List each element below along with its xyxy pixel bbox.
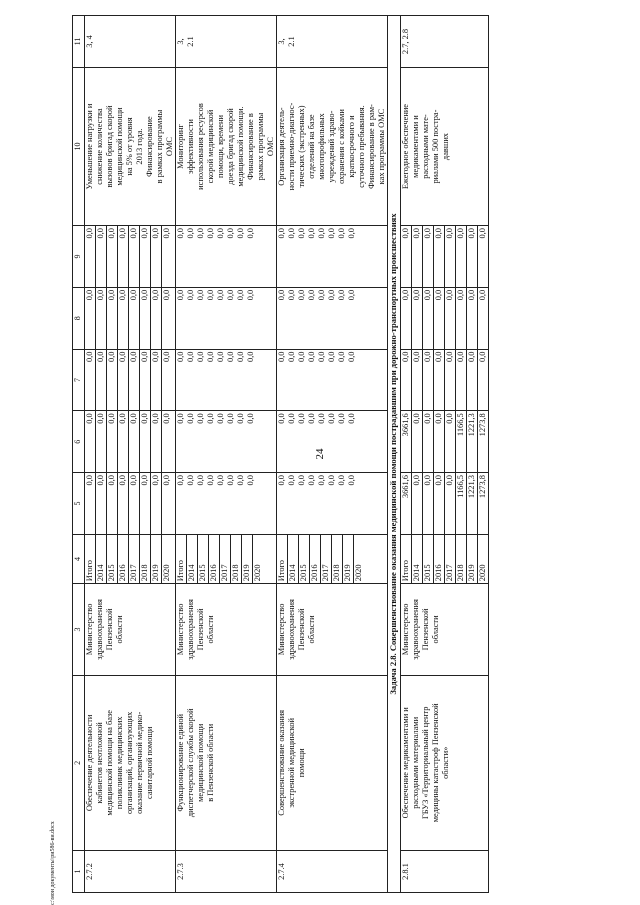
measure-result: Уменьшение нагрузки и снижение количества вызовов бригад скорой медицинской помощи на 5% от уровня 2013 года. Финансирование в рамках программы ОМС <box>85 67 176 225</box>
value-cell: 0,0 <box>129 473 140 534</box>
measure-result: Мониторинг эффективности использования ресурсов скорой медицинской помощи, времени доезда бригад скорой медицинской помощи. Финансирование в рамках программы ОМС <box>176 67 277 225</box>
value-cell: 0,0 <box>297 228 306 239</box>
value-cell: 0,0 <box>129 226 140 287</box>
value-cell: 0,0 <box>412 226 423 287</box>
value-cell: 0,0 <box>347 475 356 486</box>
value-cell: 0,0 <box>307 475 316 486</box>
year-cell: 2016 <box>434 535 445 583</box>
value-cell: 0,0 <box>236 475 245 486</box>
year-cell: 2014 <box>187 535 198 583</box>
value-cell: 0,0 <box>317 228 326 239</box>
value-cell: 0,0 <box>445 350 456 411</box>
year-cell: 2018 <box>140 535 151 583</box>
value-cell: 0,0 <box>206 228 215 239</box>
value-cell: 1273,8 <box>478 413 487 437</box>
value-cell: 0,0 <box>140 473 151 534</box>
task-measures-body <box>401 16 489 893</box>
value-cell: 0,0 <box>186 289 195 301</box>
funding-federal <box>176 349 277 411</box>
value-cell: 0,0 <box>246 413 255 424</box>
value-cell: 0,0 <box>412 350 423 411</box>
funding-local <box>277 287 388 349</box>
value-cell: 0,0 <box>347 413 356 424</box>
value-cell: 0,0 <box>176 351 185 363</box>
value-cell: 3661,6 <box>401 411 412 472</box>
value-cell: 0,0 <box>216 289 225 301</box>
value-cell: 0,0 <box>186 413 195 424</box>
value-cell: 0,0 <box>287 228 296 239</box>
value-cell: 0,0 <box>478 228 487 239</box>
task-row <box>388 16 401 893</box>
col-header-10: 10 <box>73 67 85 225</box>
indicator-number: 2.7, 2.8 <box>401 16 489 68</box>
year-cell: Итого <box>176 535 187 583</box>
value-cell: 0,0 <box>162 351 171 363</box>
value-cell: 0,0 <box>118 350 129 411</box>
measure-result: Ежегодное обеспечение медикаментами и расходными мате- риалами 500 постра- давших <box>401 67 489 225</box>
year-cell: 2020 <box>253 564 262 582</box>
value-cell: 0,0 <box>118 226 129 287</box>
funding-federal <box>85 349 176 411</box>
measure-name: Совершенствование оказания экстренной медицинской помощи <box>277 675 388 850</box>
value-cell: 0,0 <box>287 351 296 363</box>
value-cell: 1166,5 <box>456 473 467 534</box>
value-cell: 0,0 <box>162 228 171 239</box>
col-header-8: 8 <box>73 287 85 349</box>
funding-other <box>176 226 277 288</box>
funding-other <box>401 226 489 288</box>
measure-name: Обеспечение деятельности кабинетов неотложной медицинской помощи на базе поликлиник медицинских организаций, организующих оказание первичной медико- санитарной помощи <box>85 675 176 850</box>
funding-other <box>85 226 176 288</box>
value-cell: 0,0 <box>196 351 205 363</box>
measure-result: Организация деятель- ности приемно-диагнос- тических (экстренных) отделений на базе многопрофильных учреждений здраво- охранения с койками краткосрочного и суточного пребывания. Финансирование в рам- ках программы ОМС <box>277 67 388 225</box>
task-title: Задача 2.8. Совершенствование оказания медицинской помощи пострадавшим при дорожно-транспортных происшествиях <box>388 16 401 893</box>
year-list <box>85 534 176 583</box>
value-cell: 0,0 <box>246 228 255 239</box>
value-cell: 0,0 <box>118 473 129 534</box>
indicator-number: 3, 2.1 <box>277 16 388 68</box>
year-cell: 2014 <box>412 535 423 583</box>
value-cell: 0,0 <box>467 226 478 287</box>
value-cell: 0,0 <box>246 475 255 486</box>
measures-body <box>85 16 388 893</box>
year-cell: 2019 <box>343 535 354 583</box>
value-cell: 0,0 <box>423 350 434 411</box>
value-cell: 0,0 <box>206 289 215 301</box>
value-cell: 0,0 <box>226 228 235 239</box>
value-cell: 0,0 <box>423 411 434 472</box>
value-cell: 0,0 <box>297 289 306 301</box>
value-cell: 0,0 <box>129 350 140 411</box>
value-cell: 0,0 <box>206 413 215 424</box>
value-cell: 0,0 <box>327 351 336 363</box>
value-cell: 0,0 <box>206 351 215 363</box>
measure-number: 2.8.1 <box>401 851 489 893</box>
year-cell: 2020 <box>162 564 171 582</box>
value-cell: 0,0 <box>216 351 225 363</box>
value-cell: 0,0 <box>434 473 445 534</box>
col-header-2: 2 <box>73 675 85 850</box>
col-header-6: 6 <box>73 411 85 473</box>
value-cell: 0,0 <box>412 411 423 472</box>
col-header-4: 4 <box>73 534 85 583</box>
value-cell: 0,0 <box>434 226 445 287</box>
value-cell: 0,0 <box>401 226 412 287</box>
measure-row <box>85 16 176 893</box>
value-cell: 0,0 <box>287 475 296 486</box>
value-cell: 0,0 <box>151 350 162 411</box>
value-cell: 0,0 <box>277 228 286 239</box>
funding-other <box>277 226 388 288</box>
value-cell: 0,0 <box>467 350 478 411</box>
value-cell: 0,0 <box>176 289 185 301</box>
value-cell: 1166,5 <box>456 411 467 472</box>
value-cell: 0,0 <box>401 350 412 411</box>
value-cell: 0,0 <box>186 228 195 239</box>
value-cell: 0,0 <box>287 413 296 424</box>
value-cell: 0,0 <box>277 351 286 363</box>
year-list <box>176 534 277 583</box>
value-cell: 0,0 <box>151 473 162 534</box>
year-cell: 2020 <box>354 564 363 582</box>
col-header-1: 1 <box>73 851 85 893</box>
value-cell: 0,0 <box>226 413 235 424</box>
year-cell: 2017 <box>220 535 231 583</box>
rotated-table-wrapper <box>72 15 620 893</box>
year-cell: Итого <box>277 535 288 583</box>
value-cell: 0,0 <box>445 473 456 534</box>
value-cell: 0,0 <box>287 289 296 301</box>
value-cell: 0,0 <box>423 288 434 349</box>
value-cell: 0,0 <box>317 413 326 424</box>
value-cell: 0,0 <box>85 350 96 411</box>
year-cell: 2019 <box>242 535 253 583</box>
value-cell: 0,0 <box>297 413 306 424</box>
value-cell: 0,0 <box>226 351 235 363</box>
value-cell: 0,0 <box>107 411 118 472</box>
funding-total <box>176 473 277 535</box>
value-cell: 0,0 <box>140 288 151 349</box>
funding-total <box>85 473 176 535</box>
value-cell: 0,0 <box>196 475 205 486</box>
year-cell: 2018 <box>456 535 467 583</box>
value-cell: 0,0 <box>307 413 316 424</box>
year-cell: 2020 <box>478 564 487 582</box>
value-cell: 0,0 <box>96 473 107 534</box>
value-cell: 0,0 <box>85 473 96 534</box>
value-cell: 0,0 <box>107 288 118 349</box>
value-cell: 0,0 <box>456 288 467 349</box>
value-cell: 1221,3 <box>467 473 478 534</box>
indicator-number: 3, 4 <box>85 16 176 68</box>
year-cell: 2015 <box>107 535 118 583</box>
value-cell: 0,0 <box>423 226 434 287</box>
measure-executor: Министерство здравоохранения Пензенской области <box>85 584 176 675</box>
value-cell: 0,0 <box>162 413 171 424</box>
value-cell: 0,0 <box>277 289 286 301</box>
value-cell: 0,0 <box>307 228 316 239</box>
value-cell: 0,0 <box>226 289 235 301</box>
year-cell: 2015 <box>198 535 209 583</box>
value-cell: 0,0 <box>236 351 245 363</box>
page-number: 24 <box>314 448 326 460</box>
year-cell: Итого <box>401 535 412 583</box>
value-cell: 0,0 <box>129 411 140 472</box>
value-cell: 0,0 <box>478 351 487 363</box>
value-cell: 0,0 <box>176 413 185 424</box>
year-cell: 2014 <box>288 535 299 583</box>
year-cell: 2017 <box>445 535 456 583</box>
measure-name: Функционирование единой диспетчерской службы скорой медицинской помощи в Пензенской области <box>176 675 277 850</box>
measure-row <box>277 16 388 893</box>
value-cell: 0,0 <box>456 350 467 411</box>
value-cell: 0,0 <box>236 289 245 301</box>
value-cell: 0,0 <box>196 413 205 424</box>
measure-number: 2.7.2 <box>85 851 176 893</box>
value-cell: 0,0 <box>277 475 286 486</box>
value-cell: 0,0 <box>478 289 487 301</box>
measure-executor: Министерство здравоохранения Пензенской области <box>277 584 388 675</box>
value-cell: 0,0 <box>85 226 96 287</box>
value-cell: 0,0 <box>236 413 245 424</box>
value-cell: 0,0 <box>445 411 456 472</box>
year-list <box>277 534 388 583</box>
value-cell: 0,0 <box>327 475 336 486</box>
funding-regional <box>85 411 176 473</box>
value-cell: 0,0 <box>85 288 96 349</box>
col-header-11: 11 <box>73 16 85 68</box>
value-cell: 0,0 <box>236 228 245 239</box>
year-cell: 2018 <box>231 535 242 583</box>
value-cell: 0,0 <box>337 228 346 239</box>
value-cell: 0,0 <box>186 351 195 363</box>
value-cell: 0,0 <box>307 351 316 363</box>
col-header-3: 3 <box>73 584 85 675</box>
year-cell: 2015 <box>423 535 434 583</box>
value-cell: 0,0 <box>246 351 255 363</box>
year-cell: 2019 <box>151 535 162 583</box>
measure-number: 2.7.3 <box>176 851 277 893</box>
value-cell: 0,0 <box>337 351 346 363</box>
value-cell: 0,0 <box>327 228 336 239</box>
value-cell: 0,0 <box>107 473 118 534</box>
value-cell: 0,0 <box>140 226 151 287</box>
funding-local <box>401 287 489 349</box>
value-cell: 1273,8 <box>478 475 487 499</box>
funding-regional <box>277 411 388 473</box>
value-cell: 0,0 <box>196 289 205 301</box>
funding-regional <box>176 411 277 473</box>
year-cell: 2017 <box>321 535 332 583</box>
value-cell: 0,0 <box>129 288 140 349</box>
value-cell: 0,0 <box>317 475 326 486</box>
value-cell: 0,0 <box>151 411 162 472</box>
value-cell: 0,0 <box>96 288 107 349</box>
value-cell: 0,0 <box>445 226 456 287</box>
value-cell: 0,0 <box>246 289 255 301</box>
value-cell: 0,0 <box>317 289 326 301</box>
funding-regional <box>401 411 489 473</box>
program-measures-table <box>72 15 489 893</box>
year-cell: 2019 <box>467 535 478 583</box>
value-cell: 0,0 <box>226 475 235 486</box>
funding-federal <box>277 349 388 411</box>
measure-name: Обеспечение медикаментами и расходными материалами ГБУЗ «Территориальный центр медицины катастроф Пензенской области» <box>401 675 489 850</box>
funding-local <box>85 287 176 349</box>
indicator-number: 3, 2.1 <box>176 16 277 68</box>
value-cell: 0,0 <box>317 351 326 363</box>
value-cell: 0,0 <box>118 411 129 472</box>
value-cell: 0,0 <box>176 228 185 239</box>
value-cell: 0,0 <box>434 288 445 349</box>
value-cell: 0,0 <box>216 413 225 424</box>
value-cell: 0,0 <box>412 288 423 349</box>
value-cell: 0,0 <box>434 350 445 411</box>
value-cell: 0,0 <box>401 288 412 349</box>
value-cell: 0,0 <box>85 411 96 472</box>
value-cell: 0,0 <box>347 228 356 239</box>
year-cell: 2018 <box>332 535 343 583</box>
column-number-row <box>73 16 85 893</box>
file-path-footer: c:\мои документы\ри586-ви.docx <box>50 821 56 905</box>
value-cell: 0,0 <box>96 411 107 472</box>
funding-federal <box>401 349 489 411</box>
value-cell: 0,0 <box>307 289 316 301</box>
value-cell: 0,0 <box>196 228 205 239</box>
value-cell: 0,0 <box>186 475 195 486</box>
measure-number: 2.7.4 <box>277 851 388 893</box>
year-cell: 2017 <box>129 535 140 583</box>
value-cell: 0,0 <box>96 226 107 287</box>
measure-executor: Министерство здравоохранения Пензенской области <box>401 584 489 675</box>
value-cell: 1221,3 <box>467 411 478 472</box>
funding-total <box>401 473 489 535</box>
value-cell: 0,0 <box>162 289 171 301</box>
value-cell: 0,0 <box>456 226 467 287</box>
value-cell: 0,0 <box>140 411 151 472</box>
col-header-9: 9 <box>73 226 85 288</box>
value-cell: 0,0 <box>151 288 162 349</box>
value-cell: 0,0 <box>467 288 478 349</box>
value-cell: 0,0 <box>216 228 225 239</box>
value-cell: 0,0 <box>347 351 356 363</box>
value-cell: 0,0 <box>176 475 185 486</box>
year-cell: Итого <box>85 535 96 583</box>
value-cell: 0,0 <box>107 350 118 411</box>
value-cell: 0,0 <box>118 288 129 349</box>
value-cell: 0,0 <box>337 289 346 301</box>
value-cell: 0,0 <box>107 226 118 287</box>
value-cell: 0,0 <box>337 413 346 424</box>
value-cell: 0,0 <box>423 473 434 534</box>
value-cell: 0,0 <box>96 350 107 411</box>
col-header-7: 7 <box>73 349 85 411</box>
value-cell: 0,0 <box>151 226 162 287</box>
value-cell: 0,0 <box>445 288 456 349</box>
value-cell: 0,0 <box>337 475 346 486</box>
funding-local <box>176 287 277 349</box>
measure-executor: Министерство здравоохранения Пензенской области <box>176 584 277 675</box>
year-cell: 2016 <box>118 535 129 583</box>
value-cell: 0,0 <box>327 413 336 424</box>
value-cell: 3661,6 <box>401 473 412 534</box>
year-cell: 2016 <box>310 535 321 583</box>
year-list <box>401 534 489 583</box>
value-cell: 0,0 <box>297 475 306 486</box>
value-cell: 0,0 <box>216 475 225 486</box>
value-cell: 0,0 <box>162 475 171 486</box>
value-cell: 0,0 <box>412 473 423 534</box>
value-cell: 0,0 <box>297 351 306 363</box>
value-cell: 0,0 <box>434 411 445 472</box>
year-cell: 2014 <box>96 535 107 583</box>
funding-total <box>277 473 388 535</box>
measure-row <box>401 16 489 893</box>
value-cell: 0,0 <box>347 289 356 301</box>
measure-row <box>176 16 277 893</box>
value-cell: 0,0 <box>140 350 151 411</box>
value-cell: 0,0 <box>206 475 215 486</box>
value-cell: 0,0 <box>277 413 286 424</box>
value-cell: 0,0 <box>327 289 336 301</box>
year-cell: 2016 <box>209 535 220 583</box>
col-header-5: 5 <box>73 473 85 535</box>
year-cell: 2015 <box>299 535 310 583</box>
